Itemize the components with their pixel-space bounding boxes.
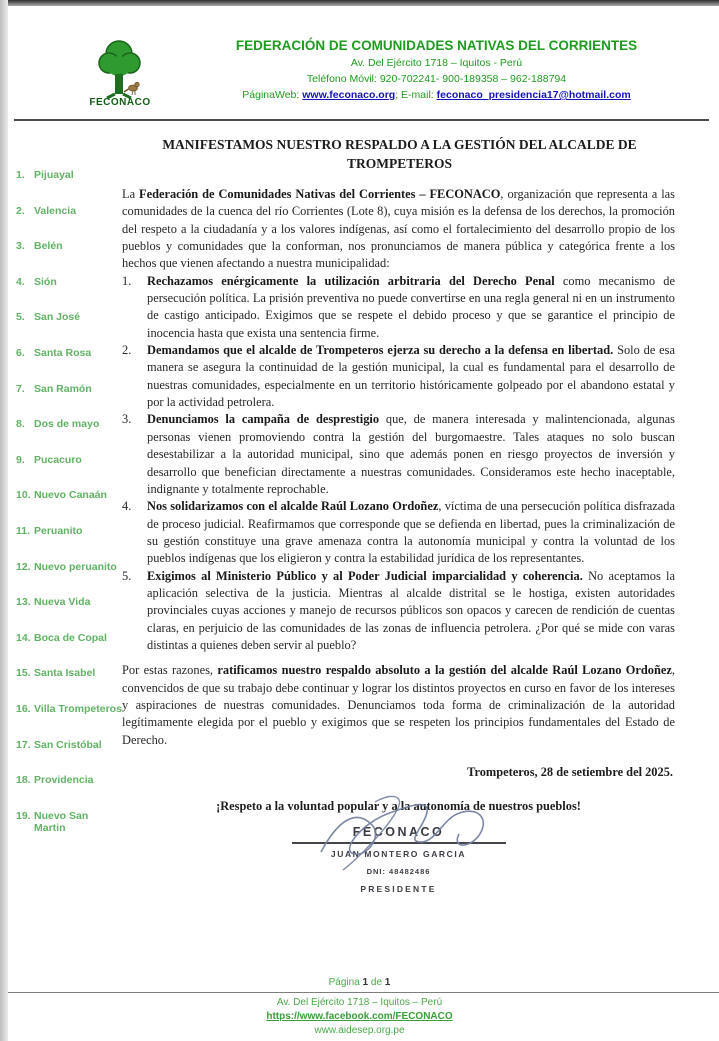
demand-text	[147, 342, 675, 411]
community-name: Santa Rosa	[34, 346, 92, 359]
letterhead	[60, 38, 693, 108]
community-item	[16, 276, 122, 288]
community-name: Sión	[34, 275, 57, 288]
community-number: 8.	[16, 418, 25, 431]
demand-text	[147, 498, 675, 567]
web-label: PáginaWeb:	[242, 89, 300, 101]
community-number: 19.	[16, 809, 31, 822]
community-name: Nueva Vida	[34, 596, 91, 609]
community-number: 7.	[16, 382, 25, 395]
demand-lead: Demandamos que el alcalde de Trompeteros ejerza su derecho a la defensa en libertad.	[147, 343, 614, 358]
community-name: Boca de Copal	[34, 631, 107, 644]
community-number: 14.	[16, 631, 31, 644]
stamp-org-name: FECONACO	[352, 824, 445, 839]
demand-number: 4.	[122, 499, 132, 514]
community-name: Providencia	[34, 774, 94, 787]
header-text	[180, 38, 693, 102]
document-title: MANIFESTAMOS NUESTRO RESPALDO A LA GESTIÓN DEL ALCALDE DE TROMPETEROS	[162, 137, 637, 171]
demands-list	[122, 273, 675, 655]
demand-lead: Denunciamos la campaña de desprestigio	[147, 412, 380, 427]
community-item	[16, 667, 122, 679]
intro-pre: La	[122, 187, 140, 201]
signer-name: JUAN MONTERO GARCIA	[330, 849, 467, 860]
demand-number: 5.	[122, 568, 132, 583]
community-name: Pijuayal	[34, 169, 74, 181]
community-name: Nuevo Canaán	[34, 489, 107, 502]
community-number: 1.	[16, 169, 25, 181]
community-name: San Ramón	[34, 382, 92, 395]
community-number: 5.	[16, 311, 25, 324]
community-name: Peruanito	[34, 524, 83, 537]
community-number: 9.	[16, 453, 25, 466]
intro-rest: , organización que representa a las comunidades de la cuenca del río Corrientes (Lote 8), cuya misión es la defensa de los derechos, la promoción del respeto a la ciudadanía y a los valores indígenas, así como el fortalecimiento del desarrollo propio de los pueblos y comunidades que la conforman, nos pronunciamos de manera pública y categórica frente a los hechos que vienen afectando a nuestra municipalidad:	[122, 187, 675, 271]
closing-bold: ratificamos nuestro respaldo absoluto a la gestión del alcalde Raúl Lozano Ordoñez	[217, 663, 672, 678]
scan-edge-left	[0, 0, 8, 1041]
intro-bold: Federación de Comunidades Nativas del Corrientes – FECONACO	[139, 187, 501, 201]
community-number: 17.	[16, 738, 31, 751]
page-label: Página	[328, 977, 360, 988]
header-phone: Teléfono Móvil: 920-702241- 900-189358 – 962-188794	[306, 73, 567, 85]
closing-paragraph	[122, 662, 675, 749]
web-separator: ;	[395, 89, 399, 101]
community-item	[16, 240, 122, 252]
page-of: de	[370, 977, 383, 988]
demand-lead: Exigimos al Ministerio Público y al Poder Judicial imparcialidad y coherencia.	[147, 568, 583, 583]
community-item	[16, 739, 122, 751]
community-name: Nuevo San Martin	[34, 809, 89, 834]
signature-block	[274, 824, 524, 898]
community-item	[16, 311, 122, 323]
community-name: San Cristóbal	[34, 738, 102, 751]
dateline: Trompeteros, 28 de setiembre del 2025.	[467, 765, 673, 779]
community-number: 13.	[16, 596, 31, 609]
footer-website: www.aidesep.org.pe	[314, 1025, 405, 1036]
stamp-divider	[292, 842, 506, 844]
signer-role: PRESIDENTE	[360, 883, 437, 894]
page-number	[0, 976, 719, 990]
community-name: Santa Isabel	[34, 667, 96, 680]
community-name: Dos de mayo	[34, 418, 100, 431]
community-item	[16, 347, 122, 359]
community-item	[16, 561, 122, 573]
community-item	[16, 703, 122, 715]
community-number: 16.	[16, 702, 31, 715]
community-number: 4.	[16, 275, 25, 288]
community-item	[16, 632, 122, 644]
email-label: E-mail:	[401, 89, 434, 101]
feconaco-logo	[74, 38, 166, 108]
community-name: Villa Trompeteros	[34, 702, 122, 715]
demand-number: 1.	[122, 273, 132, 288]
community-item	[16, 454, 122, 466]
demand-text	[147, 568, 675, 655]
community-item	[16, 489, 122, 501]
facebook-link[interactable]: https://www.facebook.com/FECONACO	[266, 1011, 453, 1022]
header-divider	[14, 119, 709, 121]
email-link[interactable]: feconaco_presidencia17@hotmail.com	[436, 89, 631, 101]
community-item	[16, 383, 122, 395]
community-number: 6.	[16, 346, 25, 359]
slogan: ¡Respeto a la voluntad popular y a la autonomía de nuestros pueblos!	[216, 799, 581, 814]
community-name: Pucacuro	[34, 453, 82, 466]
demand-lead: Rechazamos enérgicamente la utilización arbitraria del Derecho Penal	[147, 273, 555, 288]
demand-item	[122, 568, 675, 655]
page-num: 1	[362, 977, 369, 988]
footer-divider	[0, 992, 719, 993]
community-name: Valencia	[34, 204, 77, 217]
closing-rest: , convencidos de que su trabajo debe continuar y lograr los distintos proyectos en curso en favor de los intereses y aspiraciones de nuestras comunidades. Denunciamos toda forma de criminalización de la autoridad legítimamente elegida por el pueblo y exigimos que se respeten los principios fundamentales del Estado de Derecho.	[122, 663, 676, 747]
page-total: 1	[384, 977, 391, 988]
demand-rest: , víctima de una persecución política disfrazada de proceso judicial. Reafirmamos que corresponde que se defienda en libertad, pues la criminalización de su gestión constituye una grave amenaza contra la autonomía municipal y contra la voluntad de los pueblos indígenas que los eligieron y contra la estabilidad jurídica de los representantes.	[147, 499, 676, 566]
demand-item	[122, 411, 675, 498]
demand-item	[122, 498, 675, 567]
community-number: 15.	[16, 667, 31, 680]
logo-text: FECONACO	[89, 97, 151, 108]
demand-rest: que, de manera interesada y malintencionada, algunas personas vienen promoviendo contra la gestión del burgomaestre. Tales ataques no solo buscan desestabilizar a la autoridad municipal, sino que además ponen en riesgo proyectos de inversión y desarrollo que benefician directamente a nuestras comunidades. Consideramos este hecho inaceptable, indignante y totalmente reprochable.	[147, 412, 675, 496]
community-item	[16, 774, 122, 786]
community-number: 11.	[16, 524, 31, 537]
demand-number: 2.	[122, 343, 132, 358]
website-link[interactable]: www.feconaco.org	[302, 89, 396, 101]
closing-pre: Por estas razones,	[122, 663, 218, 678]
community-name: San José	[34, 311, 81, 324]
signer-dni: DNI: 48482486	[366, 867, 431, 877]
community-item	[16, 169, 122, 181]
intro-paragraph	[122, 186, 675, 273]
community-number: 3.	[16, 240, 25, 253]
community-number: 18.	[16, 774, 31, 787]
community-number: 12.	[16, 560, 31, 573]
demand-rest: como mecanismo de persecución política. La prisión preventiva no puede convertirse en una regla general ni en un instrumento de castigo anticipado. Exigimos que se respete el debido proceso y que se garantice el principio de inocencia hasta que exista una sentencia firme.	[147, 273, 675, 340]
scan-edge-top	[0, 0, 719, 6]
demand-rest: No aceptamos la aplicación selectiva de la justicia. Mientras al alcalde distrital se le hostiga, existen autoridades provinciales cuyas acciones y manejo de recursos públicos son opacos y carecen de rendición de cuentas claras, en perjuicio de las comunidades de las zonas de influencia petrolera. ¿Por qué se mide con varas distintas a quienes deben servir al pueblo?	[147, 568, 675, 652]
demand-item	[122, 273, 675, 342]
header-address: Av. Del Ejército 1718 – Iquitos - Perú	[350, 57, 523, 69]
community-number: 10.	[16, 489, 31, 502]
community-item	[16, 525, 122, 537]
community-name: Nuevo peruanito	[34, 560, 117, 573]
demand-lead: Nos solidarizamos con el alcalde Raúl Lozano Ordoñez	[147, 499, 439, 514]
community-number: 2.	[16, 204, 25, 217]
footer-address: Av. Del Ejército 1718 – Iquitos – Perú	[276, 997, 443, 1008]
demand-text	[147, 411, 675, 498]
bird-icon	[124, 82, 139, 95]
document-body	[122, 186, 675, 898]
community-item	[16, 810, 122, 834]
community-item	[16, 418, 122, 430]
community-name: Belén	[34, 240, 63, 253]
demand-text	[147, 273, 675, 342]
community-list	[16, 169, 122, 857]
demand-item	[122, 342, 675, 411]
demand-rest: Solo de esa manera se asegura la continuidad de la gestión municipal, la cual es fundamental para el desarrollo de nuestras comunidades, especialmente en un territorio históricamente golpeado por el abandono estatal y por la actividad petrolera.	[147, 343, 675, 410]
page-footer	[0, 976, 719, 1038]
tree-icon	[89, 38, 151, 100]
community-item	[16, 205, 122, 217]
org-name: FEDERACIÓN DE COMUNIDADES NATIVAS DEL CORRIENTES	[235, 38, 638, 53]
community-item	[16, 596, 122, 608]
header-web-line	[180, 89, 693, 102]
demand-number: 3.	[122, 412, 132, 427]
